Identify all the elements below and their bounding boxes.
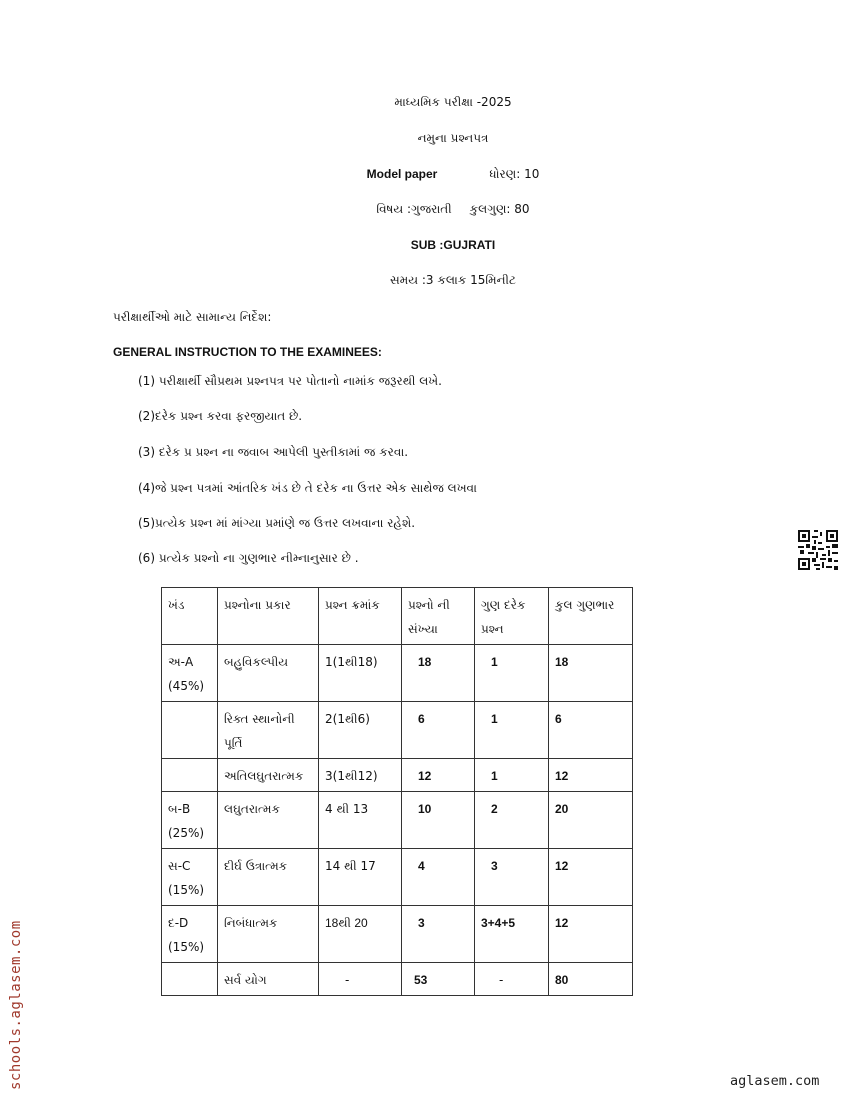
header-cell: કુલ ગુણભાર: [549, 588, 633, 645]
marks-each-cell: 1: [475, 759, 549, 792]
section-cell: [162, 759, 218, 792]
marks-each-cell: 1: [475, 702, 549, 759]
count-cell: 3: [402, 906, 475, 963]
section-cell: દ-D (15%): [162, 906, 218, 963]
count-cell: 10: [402, 792, 475, 849]
count-cell: 53: [402, 963, 475, 996]
instruction-item: (1) પરીક્ષાર્થી સૌપ્રથમ પ્રશ્નપત્ર પર પોતાનો નામાંક જરૂરથી લખે.: [138, 374, 442, 388]
type-cell: રિક્ત સ્થાનોની પૂર્તિ: [218, 702, 319, 759]
total-marks-label: કુલગુણ: 80: [469, 202, 530, 216]
section-cell: [162, 963, 218, 996]
side-watermark: schools.aglasem.com: [8, 920, 24, 1090]
instruction-item: (4)જે પ્રશ્ન પત્રમાં આંતરિક ખંડ છે તે દરેક ના ઉત્તર એક સાથેજ લખવા: [138, 481, 477, 495]
type-cell: અતિલઘુતરાત્મક: [218, 759, 319, 792]
header-cell: પ્રશ્નોના પ્રકાર: [218, 588, 319, 645]
table-row: [162, 702, 633, 759]
bottom-watermark: aglasem.com: [730, 1073, 820, 1089]
instruction-item: (6) પ્રત્યેક પ્રશ્નો ના ગુણભાર નીમ્નાનુસાર છે .: [138, 551, 359, 565]
table-row: [162, 792, 633, 849]
time-label: સમય :3 કલાક 15મિનીટ: [390, 273, 516, 287]
section-cell: સ-C (15%): [162, 849, 218, 906]
qr-code-icon: [798, 530, 838, 570]
question-no-cell: 3(1થી12): [319, 759, 402, 792]
total-cell: 80: [549, 963, 633, 996]
table-row: [162, 849, 633, 906]
exam-title: માધ્યમિક પરીક્ષા -2025: [394, 95, 512, 109]
table-row: [162, 645, 633, 702]
marks-each-cell: 3: [475, 849, 549, 906]
instructions-heading-gujarati: પરીક્ષાર્થીઓ માટે સામાન્ય નિર્દેશ:: [113, 310, 272, 324]
marks-each-cell: 3+4+5: [475, 906, 549, 963]
count-cell: 18: [402, 645, 475, 702]
question-no-cell: 1(1થી18): [319, 645, 402, 702]
total-cell: 6: [549, 702, 633, 759]
instruction-item: (3) દરેક પ્ર પ્રશ્ન ના જવાબ આપેલી પુસ્તીકામાં જ કરવા.: [138, 445, 409, 459]
count-cell: 6: [402, 702, 475, 759]
marks-each-cell: 1: [475, 645, 549, 702]
question-no-cell: 4 થી 13: [319, 792, 402, 849]
table-total-row: [162, 963, 633, 996]
question-no-cell: -: [319, 963, 402, 996]
header-cell: પ્રશ્નો ની સંખ્યા: [402, 588, 475, 645]
question-no-cell: 18થી 20: [319, 906, 402, 963]
subject-label: વિષય :ગુજરાતી: [376, 202, 452, 216]
section-cell: અ-A (45%): [162, 645, 218, 702]
table-row: [162, 906, 633, 963]
instruction-item: (5)પ્રત્યેક પ્રશ્ન માં માંગ્યા પ્રમાંણે જ ઉત્તર લખવાના રહેશે.: [138, 516, 416, 530]
standard-label: ધોરણ: 10: [489, 167, 540, 181]
instruction-item: (2)દરેક પ્રશ્ન કરવા ફરજીયાત છે.: [138, 409, 303, 423]
subject-line: [0, 202, 850, 217]
total-cell: 12: [549, 849, 633, 906]
model-paper-label: Model paper: [366, 167, 438, 181]
type-cell: દીર્ઘ ઉત્રાત્મક: [218, 849, 319, 906]
model-paper-line: [0, 167, 850, 182]
question-no-cell: 2(1થી6): [319, 702, 402, 759]
count-cell: 4: [402, 849, 475, 906]
total-cell: 18: [549, 645, 633, 702]
marks-each-cell: 2: [475, 792, 549, 849]
paper-type: નમુના પ્રશ્નપત્ર: [417, 131, 489, 145]
table-header-row: [162, 588, 633, 645]
type-cell: નિબંધાત્મક: [218, 906, 319, 963]
type-cell: લઘુતરાત્મક: [218, 792, 319, 849]
marks-each-cell: -: [475, 963, 549, 996]
count-cell: 12: [402, 759, 475, 792]
type-cell: બહુવિકલ્પીય: [218, 645, 319, 702]
total-cell: 12: [549, 759, 633, 792]
type-cell: સર્વ યોગ: [218, 963, 319, 996]
total-cell: 20: [549, 792, 633, 849]
sub-english: SUB :GUJRATI: [410, 238, 496, 252]
section-cell: [162, 702, 218, 759]
total-cell: 12: [549, 906, 633, 963]
instructions-heading-english: GENERAL INSTRUCTION TO THE EXAMINEES:: [113, 345, 382, 359]
header-cell: ખંડ: [162, 588, 218, 645]
question-no-cell: 14 થી 17: [319, 849, 402, 906]
table-row: [162, 759, 633, 792]
header-cell: ગુણ દરેક પ્રશ્ન: [475, 588, 549, 645]
section-cell: બ-B (25%): [162, 792, 218, 849]
header-cell: પ્રશ્ન ક્રમાંક: [319, 588, 402, 645]
marks-distribution-table: [161, 587, 633, 996]
